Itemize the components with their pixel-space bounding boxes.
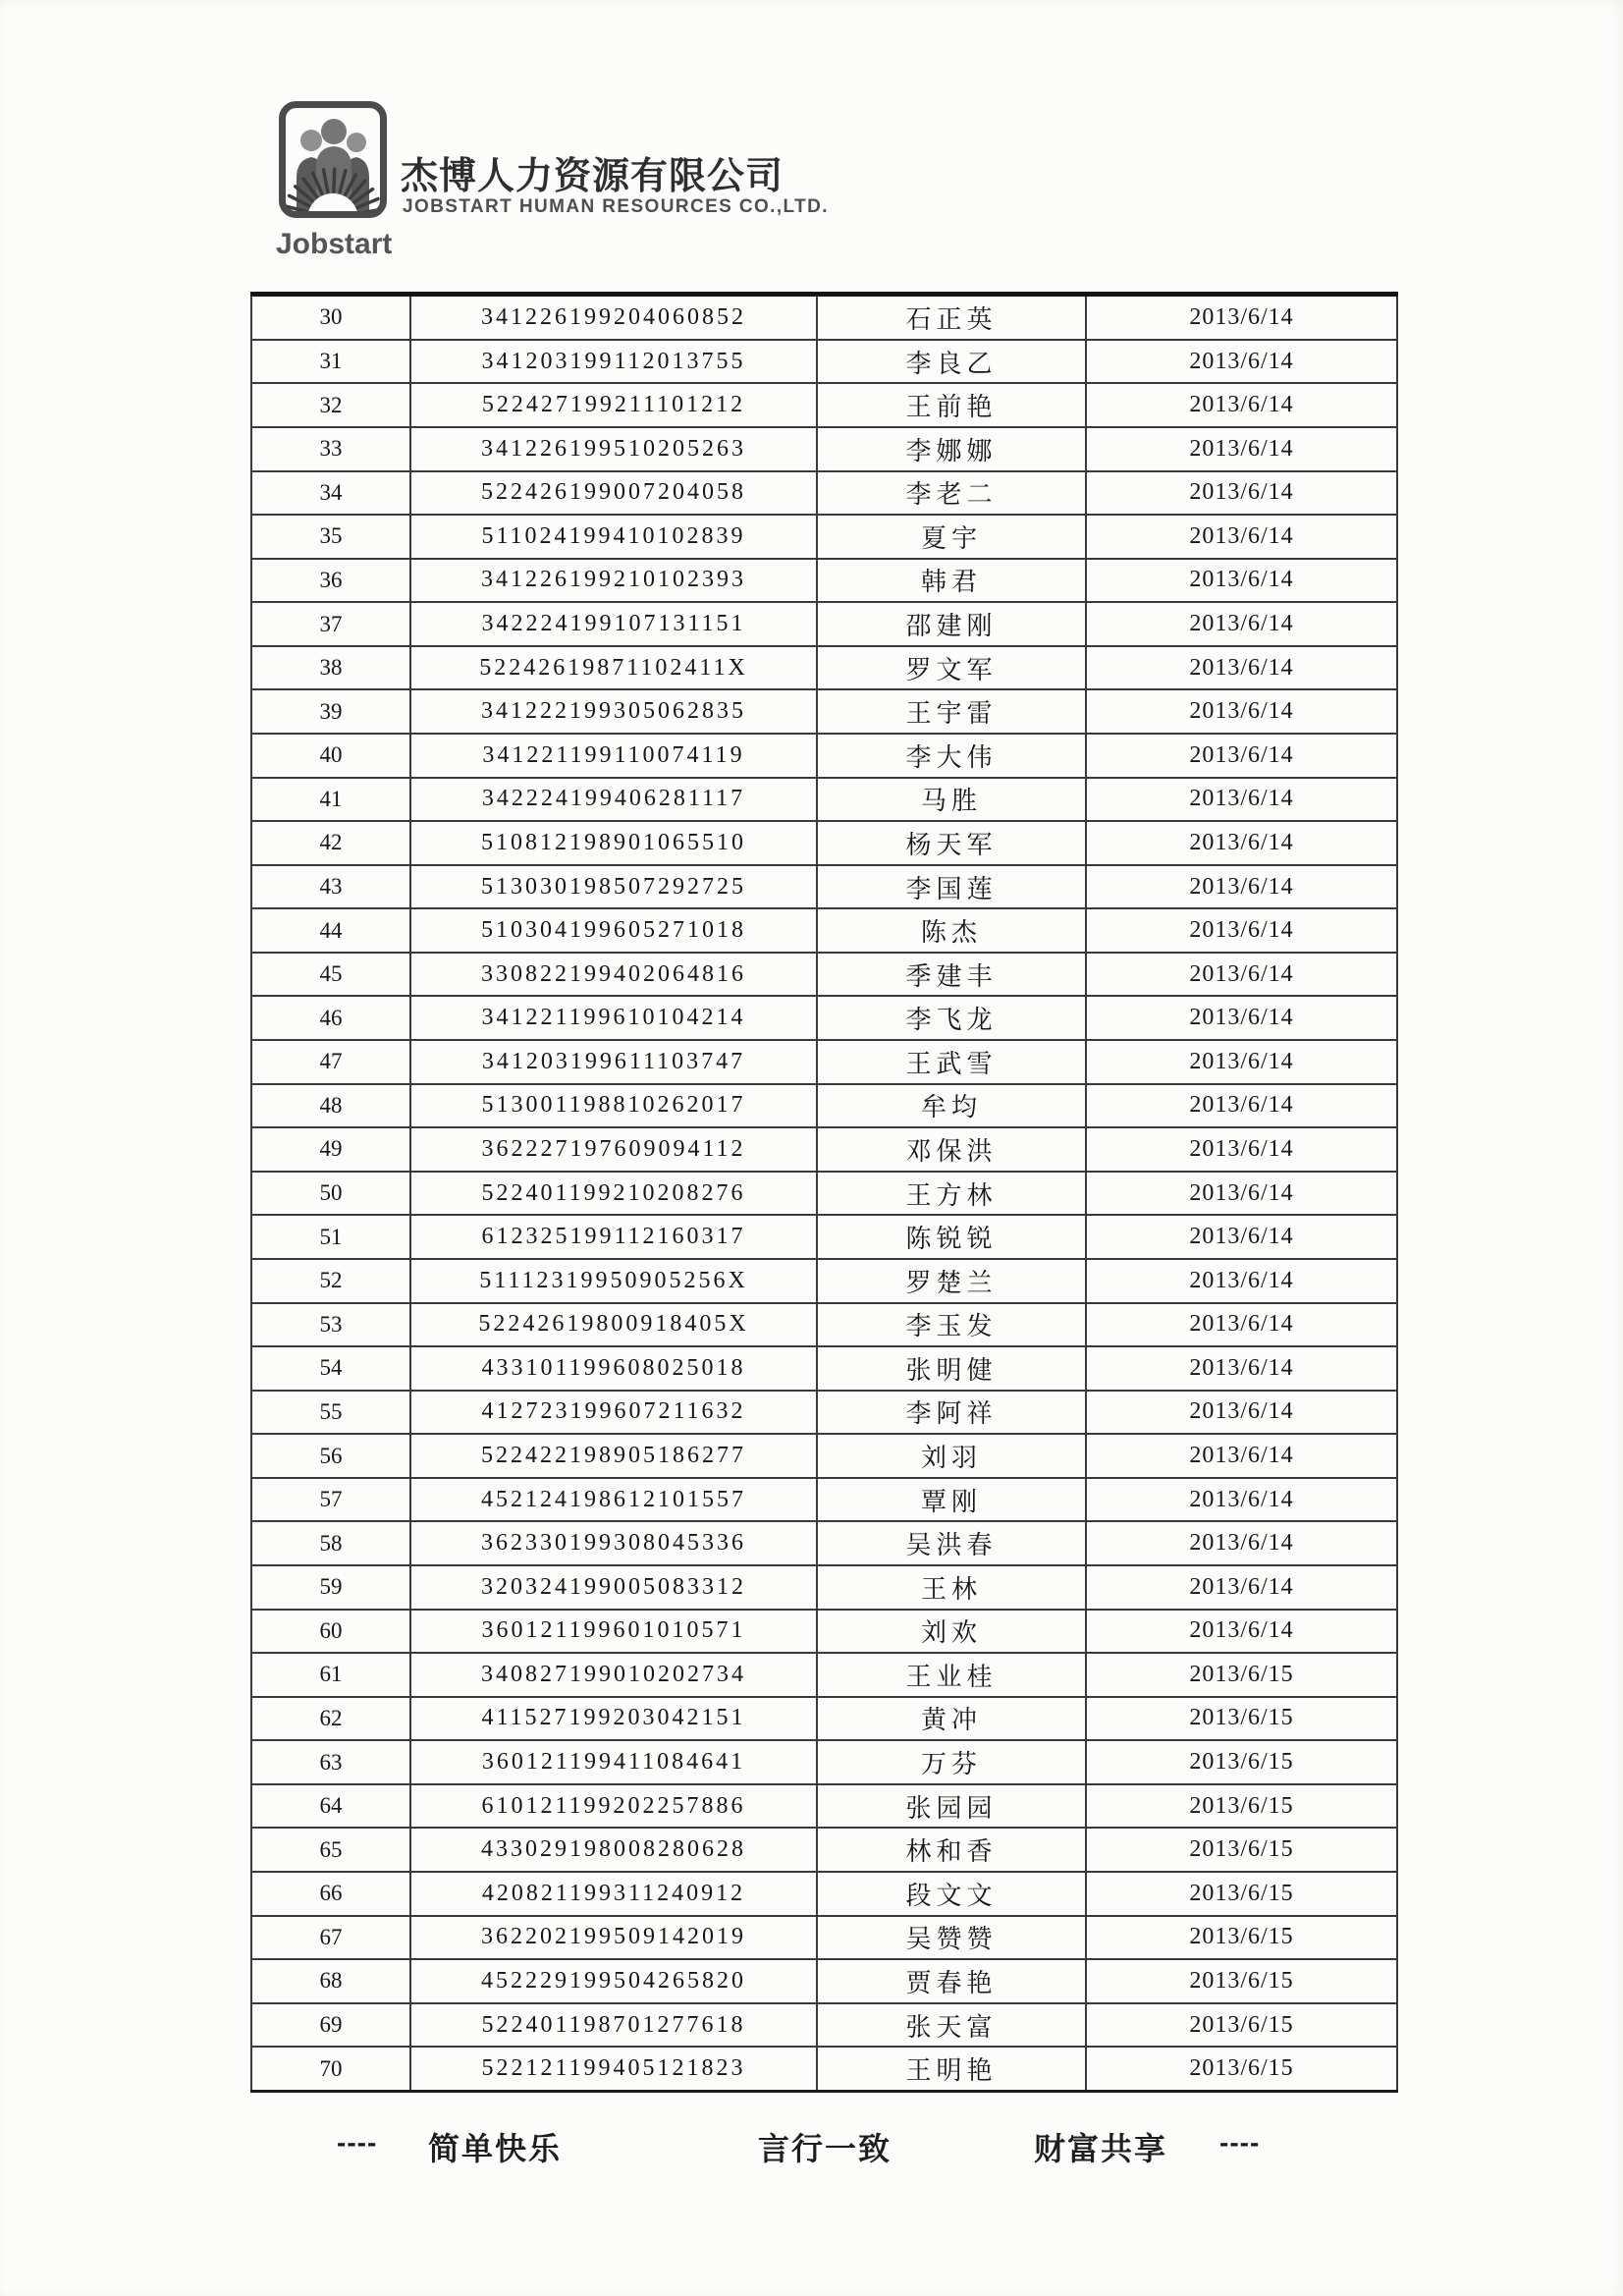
row-number-cell: 57	[251, 1478, 410, 1522]
date-cell: 2013/6/14	[1086, 1215, 1397, 1259]
table-row	[251, 1215, 1397, 1259]
table-row	[251, 1784, 1397, 1829]
row-number-cell: 40	[251, 734, 410, 778]
date-cell: 2013/6/14	[1086, 1478, 1397, 1522]
row-number-cell: 65	[251, 1828, 410, 1872]
row-number-cell: 39	[251, 689, 410, 734]
row-number-cell: 41	[251, 778, 410, 822]
id-number-cell: 341226199210102393	[410, 559, 817, 603]
name-cell: 李大伟	[817, 734, 1086, 778]
id-number-cell: 341221199110074119	[410, 734, 817, 778]
name-cell: 刘羽	[817, 1434, 1086, 1478]
row-number-cell: 53	[251, 1303, 410, 1347]
id-number-cell: 452124198612101557	[410, 1478, 817, 1522]
id-number-cell: 341203199611103747	[410, 1040, 817, 1084]
date-cell: 2013/6/14	[1086, 559, 1397, 603]
table-row	[251, 383, 1397, 427]
id-number-cell: 510304199605271018	[410, 908, 817, 953]
name-cell: 李国莲	[817, 865, 1086, 909]
name-cell: 万芬	[817, 1740, 1086, 1784]
table-row	[251, 427, 1397, 471]
id-number-cell: 362330199308045336	[410, 1521, 817, 1565]
date-cell: 2013/6/14	[1086, 295, 1397, 340]
name-cell: 陈锐锐	[817, 1215, 1086, 1259]
name-cell: 牟均	[817, 1084, 1086, 1128]
id-number-cell: 52242619800918405X	[410, 1303, 817, 1347]
table-row	[251, 1259, 1397, 1303]
id-number-cell: 360121199601010571	[410, 1610, 817, 1654]
row-number-cell: 58	[251, 1521, 410, 1565]
name-cell: 李玉发	[817, 1303, 1086, 1347]
row-number-cell: 56	[251, 1434, 410, 1478]
row-number-cell: 46	[251, 996, 410, 1040]
row-number-cell: 42	[251, 821, 410, 865]
name-cell: 石正英	[817, 295, 1086, 340]
date-cell: 2013/6/14	[1086, 1434, 1397, 1478]
id-number-cell: 522401199210208276	[410, 1172, 817, 1216]
table-row	[251, 1127, 1397, 1172]
id-number-cell: 511024199410102839	[410, 515, 817, 559]
date-cell: 2013/6/15	[1086, 2003, 1397, 2048]
date-cell: 2013/6/14	[1086, 734, 1397, 778]
date-cell: 2013/6/14	[1086, 1521, 1397, 1565]
name-cell: 韩君	[817, 559, 1086, 603]
table-row	[251, 821, 1397, 865]
id-number-cell: 522121199405121823	[410, 2047, 817, 2091]
name-cell: 张明健	[817, 1346, 1086, 1391]
name-cell: 马胜	[817, 778, 1086, 822]
id-number-cell: 51112319950905256X	[410, 1259, 817, 1303]
table-row	[251, 1391, 1397, 1435]
name-cell: 张天富	[817, 2003, 1086, 2048]
row-number-cell: 34	[251, 471, 410, 516]
table-row	[251, 996, 1397, 1040]
name-cell: 刘欢	[817, 1610, 1086, 1654]
id-number-cell: 522422198905186277	[410, 1434, 817, 1478]
table-row	[251, 1916, 1397, 1960]
date-cell: 2013/6/14	[1086, 646, 1397, 690]
company-name-english: JOBSTART HUMAN RESOURCES CO.,LTD.	[403, 196, 829, 217]
name-cell: 李飞龙	[817, 996, 1086, 1040]
date-cell: 2013/6/14	[1086, 1565, 1397, 1610]
table-row	[251, 1040, 1397, 1084]
people-sunburst-logo-icon	[279, 101, 387, 221]
table-row	[251, 340, 1397, 384]
table-row	[251, 295, 1397, 340]
date-cell: 2013/6/15	[1086, 1784, 1397, 1829]
id-number-cell: 452229199504265820	[410, 1959, 817, 2003]
row-number-cell: 31	[251, 340, 410, 384]
name-cell: 李良乙	[817, 340, 1086, 384]
date-cell: 2013/6/14	[1086, 340, 1397, 384]
date-cell: 2013/6/14	[1086, 1346, 1397, 1391]
name-cell: 陈杰	[817, 908, 1086, 953]
id-number-cell: 612325199112160317	[410, 1215, 817, 1259]
date-cell: 2013/6/14	[1086, 689, 1397, 734]
name-cell: 王业桂	[817, 1653, 1086, 1697]
table-row	[251, 1828, 1397, 1872]
row-number-cell: 69	[251, 2003, 410, 2048]
date-cell: 2013/6/14	[1086, 427, 1397, 471]
row-number-cell: 62	[251, 1697, 410, 1741]
name-cell: 杨天军	[817, 821, 1086, 865]
table-row	[251, 602, 1397, 646]
date-cell: 2013/6/14	[1086, 383, 1397, 427]
id-number-cell: 522426199007204058	[410, 471, 817, 516]
row-number-cell: 44	[251, 908, 410, 953]
table-row	[251, 908, 1397, 953]
date-cell: 2013/6/14	[1086, 1084, 1397, 1128]
id-number-cell: 362202199509142019	[410, 1916, 817, 1960]
id-number-cell: 513001198810262017	[410, 1084, 817, 1128]
date-cell: 2013/6/14	[1086, 1040, 1397, 1084]
row-number-cell: 35	[251, 515, 410, 559]
name-cell: 黄冲	[817, 1697, 1086, 1741]
name-cell: 夏宇	[817, 515, 1086, 559]
row-number-cell: 33	[251, 427, 410, 471]
table-row	[251, 1959, 1397, 2003]
id-number-cell: 610121199202257886	[410, 1784, 817, 1829]
company-name-chinese: 杰博人力资源有限公司	[401, 156, 784, 197]
id-number-cell: 341203199112013755	[410, 340, 817, 384]
table-row	[251, 471, 1397, 516]
footer-dash-left: ----	[337, 2127, 378, 2158]
row-number-cell: 45	[251, 953, 410, 997]
id-number-cell: 411527199203042151	[410, 1697, 817, 1741]
id-number-cell: 513030198507292725	[410, 865, 817, 909]
row-number-cell: 47	[251, 1040, 410, 1084]
date-cell: 2013/6/14	[1086, 471, 1397, 516]
row-number-cell: 55	[251, 1391, 410, 1435]
id-number-cell: 341226199510205263	[410, 427, 817, 471]
date-cell: 2013/6/15	[1086, 2047, 1397, 2091]
table-row	[251, 1697, 1397, 1741]
id-number-cell: 342224199406281117	[410, 778, 817, 822]
name-cell: 王武雪	[817, 1040, 1086, 1084]
row-number-cell: 67	[251, 1916, 410, 1960]
table-row	[251, 1653, 1397, 1697]
row-number-cell: 43	[251, 865, 410, 909]
table-row	[251, 515, 1397, 559]
id-number-cell: 341221199610104214	[410, 996, 817, 1040]
date-cell: 2013/6/14	[1086, 821, 1397, 865]
id-number-cell: 420821199311240912	[410, 1872, 817, 1916]
id-number-cell: 342224199107131151	[410, 602, 817, 646]
date-cell: 2013/6/14	[1086, 1259, 1397, 1303]
name-cell: 王明艳	[817, 2047, 1086, 2091]
date-cell: 2013/6/14	[1086, 953, 1397, 997]
id-number-cell: 522427199211101212	[410, 383, 817, 427]
row-number-cell: 36	[251, 559, 410, 603]
name-cell: 贾春艳	[817, 1959, 1086, 2003]
footer-slogan-share-wealth: 财富共享	[1034, 2131, 1168, 2166]
name-cell: 吴洪春	[817, 1521, 1086, 1565]
row-number-cell: 66	[251, 1872, 410, 1916]
table-row	[251, 1521, 1397, 1565]
table-row	[251, 1172, 1397, 1216]
table-row	[251, 559, 1397, 603]
id-number-cell: 360121199411084641	[410, 1740, 817, 1784]
date-cell: 2013/6/14	[1086, 908, 1397, 953]
id-number-cell: 433101199608025018	[410, 1346, 817, 1391]
date-cell: 2013/6/14	[1086, 1391, 1397, 1435]
id-number-cell: 412723199607211632	[410, 1391, 817, 1435]
date-cell: 2013/6/14	[1086, 515, 1397, 559]
id-number-cell: 362227197609094112	[410, 1127, 817, 1172]
table-row	[251, 1478, 1397, 1522]
table-row	[251, 734, 1397, 778]
name-cell: 李阿祥	[817, 1391, 1086, 1435]
name-cell: 吴赞赞	[817, 1916, 1086, 1960]
table-row	[251, 778, 1397, 822]
date-cell: 2013/6/14	[1086, 865, 1397, 909]
name-cell: 王前艳	[817, 383, 1086, 427]
id-number-cell: 52242619871102411X	[410, 646, 817, 690]
row-number-cell: 38	[251, 646, 410, 690]
name-cell: 王方林	[817, 1172, 1086, 1216]
table-row	[251, 1610, 1397, 1654]
table-row	[251, 2047, 1397, 2091]
date-cell: 2013/6/15	[1086, 1697, 1397, 1741]
jobstart-logo	[276, 101, 393, 261]
row-number-cell: 54	[251, 1346, 410, 1391]
roster-table	[250, 292, 1398, 2093]
row-number-cell: 61	[251, 1653, 410, 1697]
name-cell: 林和香	[817, 1828, 1086, 1872]
table-row	[251, 1303, 1397, 1347]
name-cell: 罗楚兰	[817, 1259, 1086, 1303]
table-row	[251, 865, 1397, 909]
row-number-cell: 59	[251, 1565, 410, 1610]
row-number-cell: 64	[251, 1784, 410, 1829]
id-number-cell: 330822199402064816	[410, 953, 817, 997]
row-number-cell: 63	[251, 1740, 410, 1784]
date-cell: 2013/6/15	[1086, 1916, 1397, 1960]
name-cell: 张园园	[817, 1784, 1086, 1829]
row-number-cell: 51	[251, 1215, 410, 1259]
footer-slogan-words-deeds: 言行一致	[758, 2131, 893, 2166]
jobstart-logo-wordmark: Jobstart	[276, 228, 393, 260]
table-row	[251, 1084, 1397, 1128]
date-cell: 2013/6/15	[1086, 1872, 1397, 1916]
footer-dash-right: ----	[1219, 2127, 1261, 2158]
table-row	[251, 1565, 1397, 1610]
roster-table-body	[251, 295, 1397, 2092]
table-row	[251, 1740, 1397, 1784]
name-cell: 邵建刚	[817, 602, 1086, 646]
id-number-cell: 340827199010202734	[410, 1653, 817, 1697]
date-cell: 2013/6/14	[1086, 602, 1397, 646]
name-cell: 季建丰	[817, 953, 1086, 997]
name-cell: 王林	[817, 1565, 1086, 1610]
date-cell: 2013/6/14	[1086, 1172, 1397, 1216]
date-cell: 2013/6/14	[1086, 996, 1397, 1040]
date-cell: 2013/6/14	[1086, 1303, 1397, 1347]
id-number-cell: 341226199204060852	[410, 295, 817, 340]
row-number-cell: 30	[251, 295, 410, 340]
id-number-cell: 510812198901065510	[410, 821, 817, 865]
row-number-cell: 70	[251, 2047, 410, 2091]
name-cell: 段文文	[817, 1872, 1086, 1916]
row-number-cell: 60	[251, 1610, 410, 1654]
name-cell: 李老二	[817, 471, 1086, 516]
row-number-cell: 52	[251, 1259, 410, 1303]
date-cell: 2013/6/14	[1086, 1610, 1397, 1654]
date-cell: 2013/6/14	[1086, 1127, 1397, 1172]
id-number-cell: 341222199305062835	[410, 689, 817, 734]
table-row	[251, 1434, 1397, 1478]
table-row	[251, 1872, 1397, 1916]
row-number-cell: 48	[251, 1084, 410, 1128]
name-cell: 王宇雷	[817, 689, 1086, 734]
row-number-cell: 68	[251, 1959, 410, 2003]
date-cell: 2013/6/14	[1086, 778, 1397, 822]
row-number-cell: 37	[251, 602, 410, 646]
table-row	[251, 689, 1397, 734]
date-cell: 2013/6/15	[1086, 1740, 1397, 1784]
name-cell: 邓保洪	[817, 1127, 1086, 1172]
row-number-cell: 32	[251, 383, 410, 427]
name-cell: 罗文军	[817, 646, 1086, 690]
id-number-cell: 320324199005083312	[410, 1565, 817, 1610]
table-row	[251, 1346, 1397, 1391]
table-row	[251, 646, 1397, 690]
footer-slogan-simple-happy: 简单快乐	[428, 2131, 563, 2166]
name-cell: 李娜娜	[817, 427, 1086, 471]
date-cell: 2013/6/15	[1086, 1959, 1397, 2003]
name-cell: 覃刚	[817, 1478, 1086, 1522]
date-cell: 2013/6/15	[1086, 1828, 1397, 1872]
id-number-cell: 433029198008280628	[410, 1828, 817, 1872]
date-cell: 2013/6/15	[1086, 1653, 1397, 1697]
table-row	[251, 2003, 1397, 2048]
table-row	[251, 953, 1397, 997]
row-number-cell: 50	[251, 1172, 410, 1216]
row-number-cell: 49	[251, 1127, 410, 1172]
id-number-cell: 522401198701277618	[410, 2003, 817, 2048]
